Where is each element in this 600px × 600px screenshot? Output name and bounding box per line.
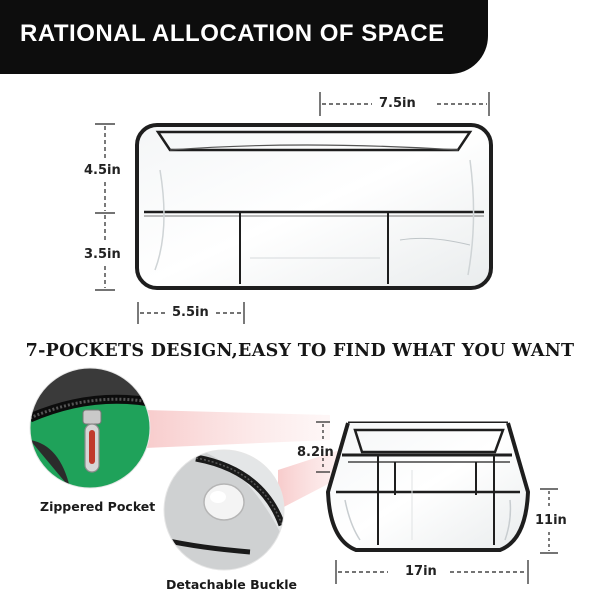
buckle-detail-image [164,450,284,570]
height-dimension-label: 11in [535,513,567,528]
zipper-detail-image [30,368,150,488]
buckle-caption: Detachable Buckle [166,577,297,592]
zipper-pocket-caption: Zippered Pocket [40,499,156,514]
lower-height-dimension-label: 3.5in [84,247,121,262]
width-dimension-label: 7.5in [379,96,416,111]
section-heading: 7-POCKETS DESIGN,EASY TO FIND WHAT YOU WANT [25,341,575,361]
depth-dimension-label: 8.2in [297,445,334,460]
highlight-beam-zipper [145,410,330,448]
upper-height-dimension-label: 4.5in [84,163,121,178]
bottom-organizer [328,423,528,550]
pocket-width-dimension-label: 5.5in [172,305,209,320]
top-organizer [137,125,491,288]
length-dimension-label: 17in [405,564,437,579]
banner-title: RATIONAL ALLOCATION OF SPACE [20,20,445,47]
